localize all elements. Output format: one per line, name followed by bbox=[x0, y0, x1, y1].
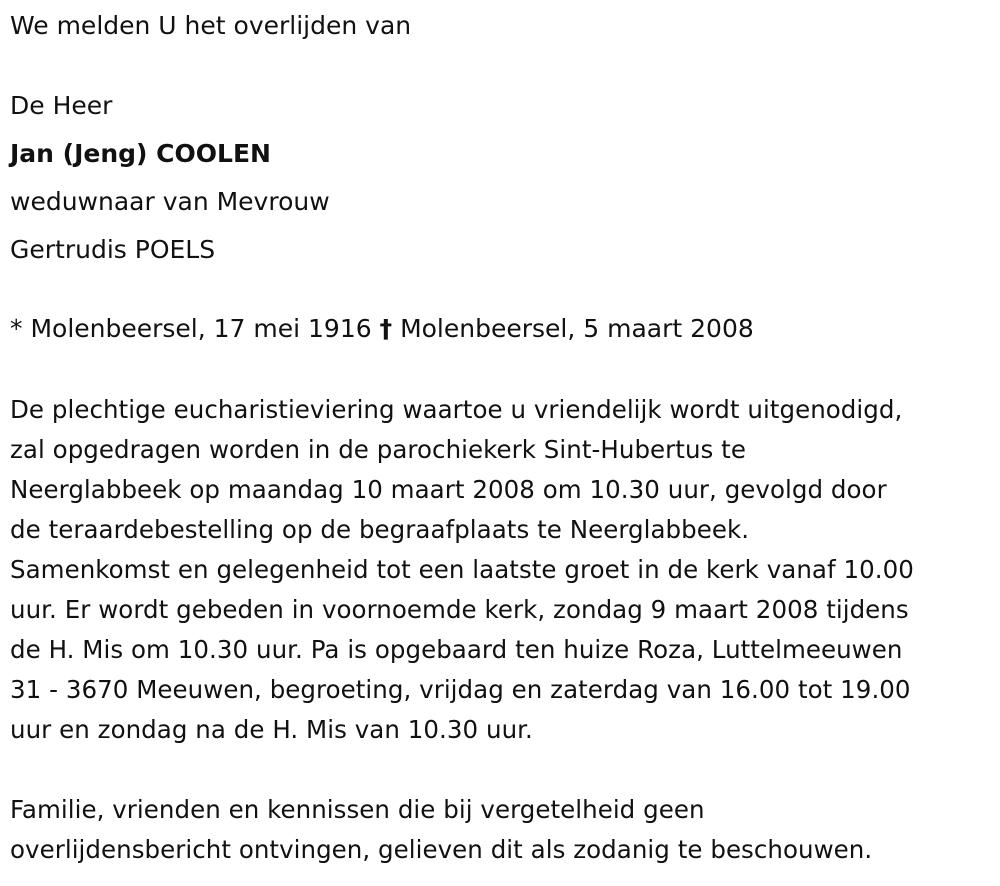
paragraph-line: Samenkomst en gelegenheid tot een laatste groet in de kerk vanaf 10.00 bbox=[10, 555, 914, 584]
cross-icon: † bbox=[379, 314, 393, 343]
spouse-name: Gertrudis POELS bbox=[10, 235, 216, 264]
paragraph-line: de teraardebestelling op de begraafplaats te Neerglabbeek. bbox=[10, 515, 750, 544]
life-dates bbox=[10, 313, 754, 345]
paragraph-line: Neerglabbeek op maandag 10 maart 2008 om 10.30 uur, gevolgd door bbox=[10, 475, 887, 504]
birth-marker-icon: * bbox=[10, 314, 23, 343]
paragraph-line: de H. Mis om 10.30 uur. Pa is opgebaard ten huize Roza, Luttelmeeuwen bbox=[10, 635, 903, 664]
paragraph-line: Familie, vrienden en kennissen die bij vergetelheid geen bbox=[10, 795, 705, 824]
paragraph-line: uur. Er wordt gebeden in voornoemde kerk, zondag 9 maart 2008 tijdens bbox=[10, 595, 909, 624]
birth-info: Molenbeersel, 17 mei 1916 bbox=[30, 314, 372, 343]
relation-text: weduwnaar van Mevrouw bbox=[10, 187, 330, 216]
paragraph-line: 31 - 3670 Meeuwen, begroeting, vrijdag en zaterdag van 16.00 tot 19.00 bbox=[10, 675, 911, 704]
ceremony-paragraph bbox=[10, 390, 995, 750]
title-prefix: De Heer bbox=[10, 91, 113, 120]
paragraph-line: overlijdensbericht ontvingen, gelieven dit als zodanig te beschouwen. bbox=[10, 835, 873, 864]
notice-paragraph bbox=[10, 790, 995, 870]
paragraph-line: zal opgedragen worden in de parochiekerk Sint-Hubertus te bbox=[10, 435, 746, 464]
death-info: Molenbeersel, 5 maart 2008 bbox=[400, 314, 754, 343]
paragraph-line: De plechtige eucharistieviering waartoe u vriendelijk wordt uitgenodigd, bbox=[10, 395, 903, 424]
paragraph-line: uur en zondag na de H. Mis van 10.30 uur. bbox=[10, 715, 533, 744]
deceased-name: Jan (Jeng) COOLEN bbox=[10, 139, 271, 168]
intro-text: We melden U het overlijden van bbox=[10, 11, 412, 40]
